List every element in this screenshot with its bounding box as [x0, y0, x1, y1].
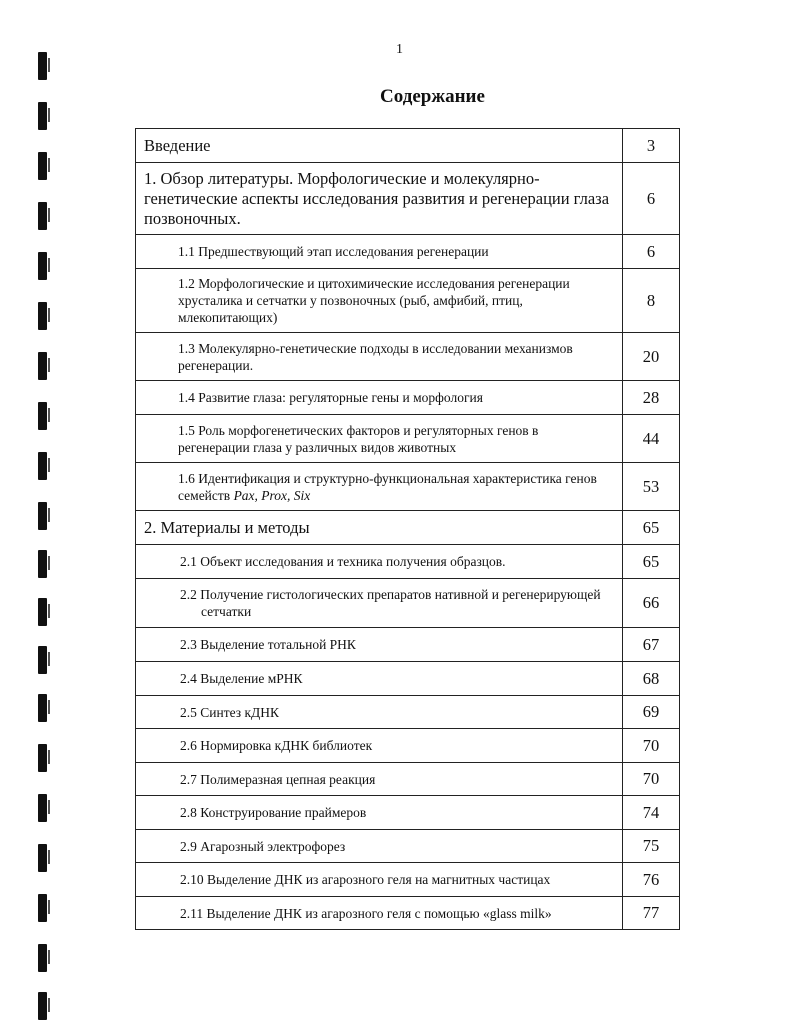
toc-row: [136, 269, 680, 333]
toc-entry-title: 2.10 Выделение ДНК из агарозного геля на магнитных частицах: [136, 863, 623, 897]
binding-mark: [38, 302, 47, 330]
toc-row: [136, 830, 680, 863]
toc-row: [136, 729, 680, 763]
binding-mark: [38, 550, 47, 578]
toc-row: [136, 696, 680, 729]
binding-mark: [38, 844, 47, 872]
toc-entry-title: 1.5 Роль морфогенетических факторов и регуляторных генов в регенерации глаза у различных видов животных: [136, 415, 623, 463]
binding-mark: [38, 794, 47, 822]
toc-entry-page: 28: [623, 381, 680, 415]
toc-entry-page: 67: [623, 628, 680, 662]
toc-table: [135, 128, 680, 930]
toc-entry-title: 2.11 Выделение ДНК из агарозного геля с помощью «glass milk»: [136, 897, 623, 930]
toc-entry-page: 6: [623, 235, 680, 269]
toc-entry-page: 69: [623, 696, 680, 729]
toc-row: [136, 463, 680, 511]
toc-entry-page: 8: [623, 269, 680, 333]
toc-row: [136, 897, 680, 930]
binding-mark: [38, 894, 47, 922]
toc-entry-page: 3: [623, 129, 680, 163]
toc-entry-page: 44: [623, 415, 680, 463]
binding-mark: [38, 598, 47, 626]
toc-entry-page: 66: [623, 579, 680, 628]
binding-mark: [38, 202, 47, 230]
binding-mark: [38, 744, 47, 772]
toc-entry-page: 6: [623, 163, 680, 235]
toc-entry-title: 1. Обзор литературы. Морфологические и молекулярно-генетические аспекты исследования развития и регенерации глаза позвоночных.: [136, 163, 623, 235]
toc-row: [136, 415, 680, 463]
toc-entry-title: Введение: [136, 129, 623, 163]
binding-mark: [38, 944, 47, 972]
toc-entry-page: 70: [623, 729, 680, 763]
toc-entry-title: 1.3 Молекулярно-генетические подходы в исследовании механизмов регенерации.: [136, 333, 623, 381]
toc-entry-title: 2. Материалы и методы: [136, 511, 623, 545]
toc-entry-page: 20: [623, 333, 680, 381]
page-number: 1: [396, 42, 403, 57]
toc-entry-title: 2.5 Синтез кДНК: [136, 696, 623, 729]
binding-mark: [38, 252, 47, 280]
toc-entry-title: 1.4 Развитие глаза: регуляторные гены и морфология: [136, 381, 623, 415]
toc-entry-title: 2.8 Конструирование праймеров: [136, 796, 623, 830]
toc-entry-page: 65: [623, 511, 680, 545]
toc-entry-page: 74: [623, 796, 680, 830]
toc-row: [136, 628, 680, 662]
binding-holes: [38, 0, 52, 1034]
binding-mark: [38, 402, 47, 430]
toc-row: [136, 381, 680, 415]
toc-entry-title: 1.1 Предшествующий этап исследования регенерации: [136, 235, 623, 269]
toc-entry-page: 70: [623, 763, 680, 796]
toc-entry-page: 77: [623, 897, 680, 930]
toc-row: [136, 545, 680, 579]
toc-row: [136, 662, 680, 696]
toc-row: [136, 333, 680, 381]
toc-entry-page: 76: [623, 863, 680, 897]
toc-entry-title: 1.2 Морфологические и цитохимические исследования регенерации хрусталика и сетчатки у позвоночных (рыб, амфибий, птиц, млекопитающих): [136, 269, 623, 333]
binding-mark: [38, 452, 47, 480]
toc-row: [136, 863, 680, 897]
toc-entry-title: 2.7 Полимеразная цепная реакция: [136, 763, 623, 796]
toc-entry-title: 2.6 Нормировка кДНК библиотек: [136, 729, 623, 763]
toc-row: [136, 163, 680, 235]
toc-entry-title-text: 1.6 Идентификация и структурно-функциональная характеристика генов семейств: [178, 470, 597, 503]
toc-row: [136, 763, 680, 796]
toc-entry-page: 65: [623, 545, 680, 579]
gene-names: Pax, Prox, Six: [233, 487, 311, 503]
toc-entry-title: [136, 579, 623, 628]
toc-entry-title: 2.1 Объект исследования и техника получения образцов.: [136, 545, 623, 579]
toc-entry-page: 53: [623, 463, 680, 511]
toc-row: [136, 579, 680, 628]
binding-mark: [38, 152, 47, 180]
toc-row: [136, 511, 680, 545]
binding-mark: [38, 646, 47, 674]
binding-mark: [38, 992, 47, 1020]
toc-entry-page: 75: [623, 830, 680, 863]
toc-row: [136, 129, 680, 163]
binding-mark: [38, 694, 47, 722]
toc-entry-title: [136, 463, 623, 511]
toc-row: [136, 235, 680, 269]
toc-entry-title-text: 2.2 Получение гистологических препаратов нативной и регенерирующей сетчатки: [180, 587, 601, 619]
toc-entry-title: 2.4 Выделение мРНК: [136, 662, 623, 696]
binding-mark: [38, 502, 47, 530]
toc-entry-title: 2.9 Агарозный электрофорез: [136, 830, 623, 863]
page-title: Содержание: [380, 86, 485, 107]
toc-entry-title: 2.3 Выделение тотальной РНК: [136, 628, 623, 662]
toc-row: [136, 796, 680, 830]
toc-entry-page: 68: [623, 662, 680, 696]
binding-mark: [38, 352, 47, 380]
